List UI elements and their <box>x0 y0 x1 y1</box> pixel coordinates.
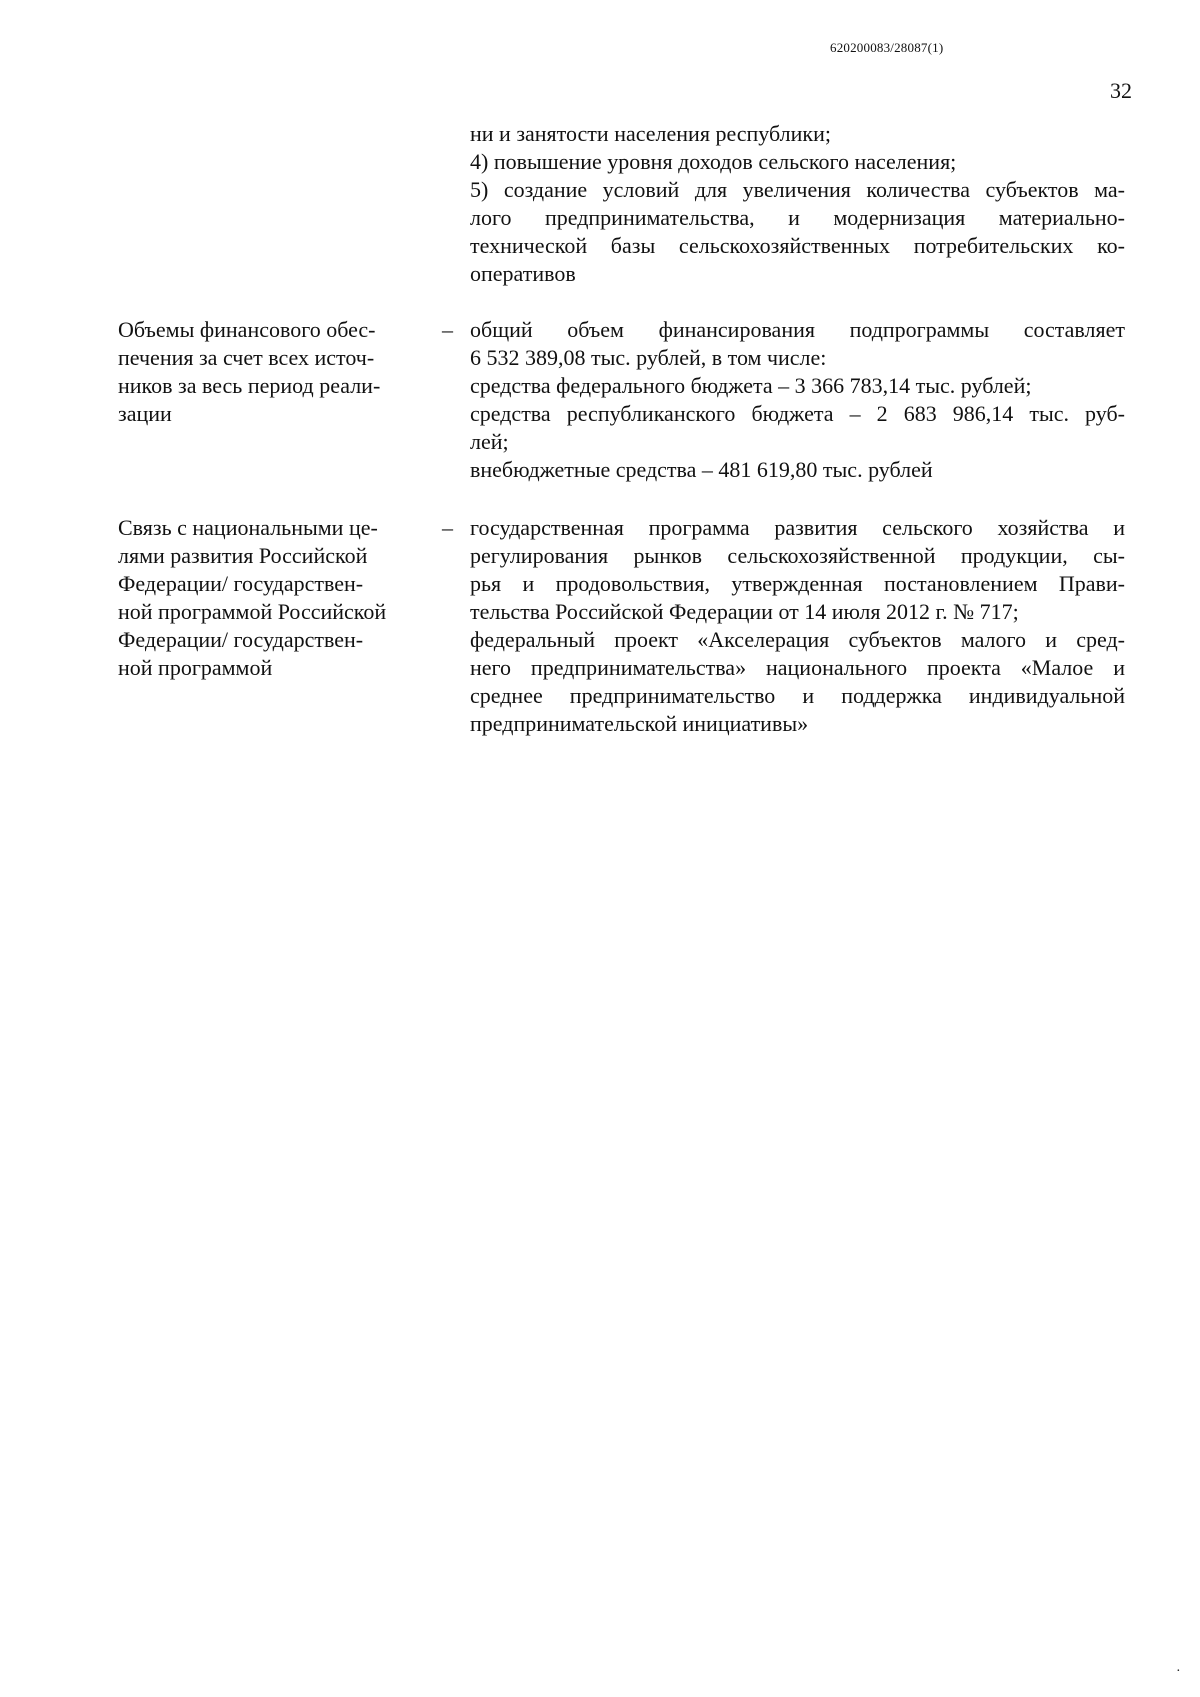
label-line: Связь с национальными це- <box>118 515 378 540</box>
content-line: предпринимательской инициативы» <box>470 711 809 736</box>
label-line: Федерации/ государствен- <box>118 571 364 596</box>
content-line: средства федерального бюджета – 3 366 783,14 тыс. рублей; <box>470 373 1032 398</box>
financing-label <box>118 316 418 428</box>
continuation-line: технической базы сельскохозяйственных потребительских ко- <box>470 233 1125 258</box>
label-line: Федерации/ государствен- <box>118 627 364 652</box>
content-line: средства республиканского бюджета – 2 683 986,14 тыс. руб- <box>470 401 1125 426</box>
content-line: тельства Российской Федерации от 14 июля 2012 г. № 717; <box>470 599 1019 624</box>
dash-separator: – <box>442 515 453 540</box>
page-number: 32 <box>1110 78 1132 103</box>
dash-separator: – <box>442 317 453 342</box>
content-line: 6 532 389,08 тыс. рублей, в том числе: <box>470 345 827 370</box>
content-line: государственная программа развития сельского хозяйства и <box>470 515 1125 540</box>
continuation-line: 4) повышение уровня доходов сельского населения; <box>470 149 957 174</box>
content-line: него предпринимательства» национального проекта «Малое и <box>470 655 1125 680</box>
financing-content <box>470 316 1125 484</box>
label-line: ной программой <box>118 655 273 680</box>
content-line: лей; <box>470 429 509 454</box>
content-line: общий объем финансирования подпрограммы составляет <box>470 317 1125 342</box>
national-goals-content <box>470 514 1125 738</box>
continuation-line: лого предпринимательства, и модернизация материально- <box>470 205 1125 230</box>
content-line: регулирования рынков сельскохозяйственной продукции, сы- <box>470 543 1125 568</box>
content-line: среднее предпринимательство и поддержка индивидуальной <box>470 683 1125 708</box>
continuation-line: ни и занятости населения республики; <box>470 121 831 146</box>
continuation-line: оперативов <box>470 261 576 286</box>
content-line: внебюджетные средства – 481 619,80 тыс. рублей <box>470 457 933 482</box>
content-line: рья и продовольствия, утвержденная постановлением Прави- <box>470 571 1125 596</box>
label-line: Объемы финансового обес- <box>118 317 376 342</box>
document-id: 620200083/28087(1) <box>830 40 944 55</box>
scan-mark: · <box>1176 1664 1181 1679</box>
label-line: печения за счет всех источ- <box>118 345 375 370</box>
continuation-text <box>470 120 1125 288</box>
national-goals-label <box>118 514 418 682</box>
label-line: ной программой Российской <box>118 599 387 624</box>
label-line: зации <box>118 401 172 426</box>
label-line: лями развития Российской <box>118 543 368 568</box>
label-line: ников за весь период реали- <box>118 373 381 398</box>
content-line: федеральный проект «Акселерация субъектов малого и сред- <box>470 627 1125 652</box>
continuation-line: 5) создание условий для увеличения количества субъектов ма- <box>470 177 1125 202</box>
